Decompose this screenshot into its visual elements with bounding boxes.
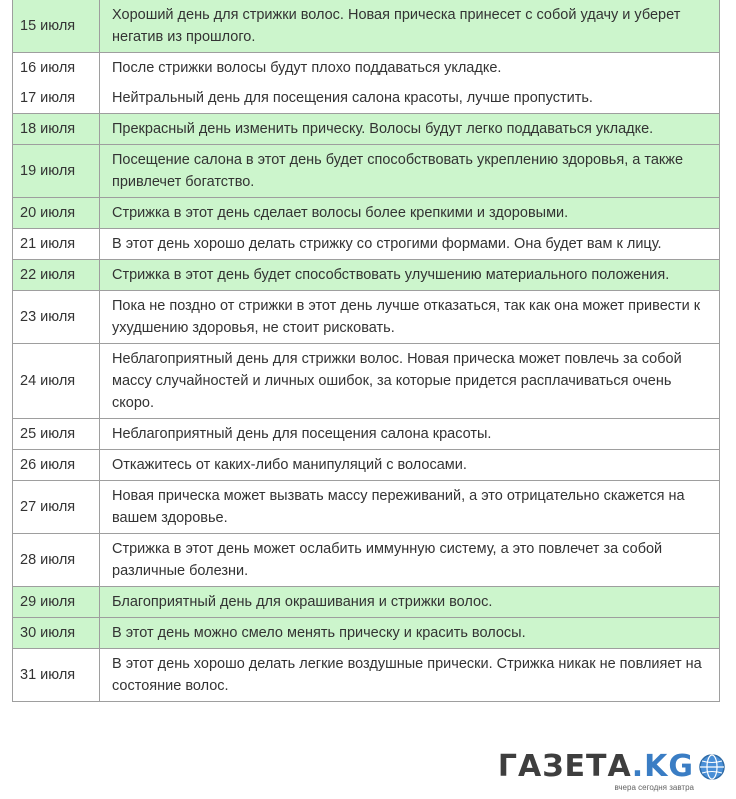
row-date: 31 июля [13,649,100,702]
watermark-tld: .KG [631,749,694,784]
row-date: 28 июля [13,534,100,587]
table-row [13,53,720,84]
row-description: Посещение салона в этот день будет способствовать укреплению здоровья, а также привлечет богатство. [100,145,720,198]
row-description: Стрижка в этот день будет способствовать улучшению материального положения. [100,260,720,291]
row-description: В этот день можно смело менять прическу и красить волосы. [100,618,720,649]
row-description: Неблагоприятный день для стрижки волос. Новая прическа может повлечь за собой массу случайностей и личных ошибок, за которые придется расплачиваться очень скоро. [100,344,720,419]
row-description: Откажитесь от каких-либо манипуляций с волосами. [100,450,720,481]
row-description: Благоприятный день для окрашивания и стрижки волос. [100,587,720,618]
table-row [13,534,720,587]
table-row [13,450,720,481]
row-date: 26 июля [13,450,100,481]
table-row [13,83,720,114]
row-date: 15 июля [13,0,100,53]
row-date: 24 июля [13,344,100,419]
row-date: 20 июля [13,198,100,229]
gazeta-kg-watermark [497,745,726,792]
table-row [13,419,720,450]
table-row [13,291,720,344]
row-date: 18 июля [13,114,100,145]
row-date: 27 июля [13,481,100,534]
table-row [13,198,720,229]
row-date: 16 июля [13,53,100,84]
row-description: Хороший день для стрижки волос. Новая прическа принесет с собой удачу и уберет негатив из прошлого. [100,0,720,53]
row-description: Неблагоприятный день для посещения салона красоты. [100,419,720,450]
table-row [13,260,720,291]
row-description: В этот день хорошо делать стрижку со строгими формами. Она будет вам к лицу. [100,229,720,260]
row-description: Новая прическа может вызвать массу переживаний, а это отрицательно скажется на вашем здоровье. [100,481,720,534]
table-row [13,229,720,260]
row-description: После стрижки волосы будут плохо поддаваться укладке. [100,53,720,84]
row-date: 19 июля [13,145,100,198]
row-date: 22 июля [13,260,100,291]
row-description: Стрижка в этот день может ослабить иммунную систему, а это повлечет за собой различные болезни. [100,534,720,587]
row-date: 17 июля [13,83,100,114]
row-date: 23 июля [13,291,100,344]
table-row [13,618,720,649]
table-row [13,587,720,618]
watermark-logo-text [497,749,694,784]
table-row [13,344,720,419]
row-date: 30 июля [13,618,100,649]
row-date: 29 июля [13,587,100,618]
row-description: В этот день хорошо делать легкие воздушные прически. Стрижка никак не повлияет на состояние волос. [100,649,720,702]
table-row [13,481,720,534]
row-description: Стрижка в этот день сделает волосы более крепкими и здоровыми. [100,198,720,229]
row-date: 21 июля [13,229,100,260]
row-date: 25 июля [13,419,100,450]
table-row [13,114,720,145]
row-description: Пока не поздно от стрижки в этот день лучше отказаться, так как она может привести к ухудшению здоровья, не стоит рисковать. [100,291,720,344]
watermark-tagline: вчера сегодня завтра [614,783,694,792]
haircut-calendar-table [12,0,720,702]
globe-icon [698,753,726,781]
row-description: Нейтральный день для посещения салона красоты, лучше пропустить. [100,83,720,114]
table-row [13,649,720,702]
row-description: Прекрасный день изменить прическу. Волосы будут легко поддаваться укладке. [100,114,720,145]
table-row [13,0,720,53]
watermark-name: ГАЗЕТА [497,749,632,784]
calendar-rows [13,0,720,702]
table-row [13,145,720,198]
